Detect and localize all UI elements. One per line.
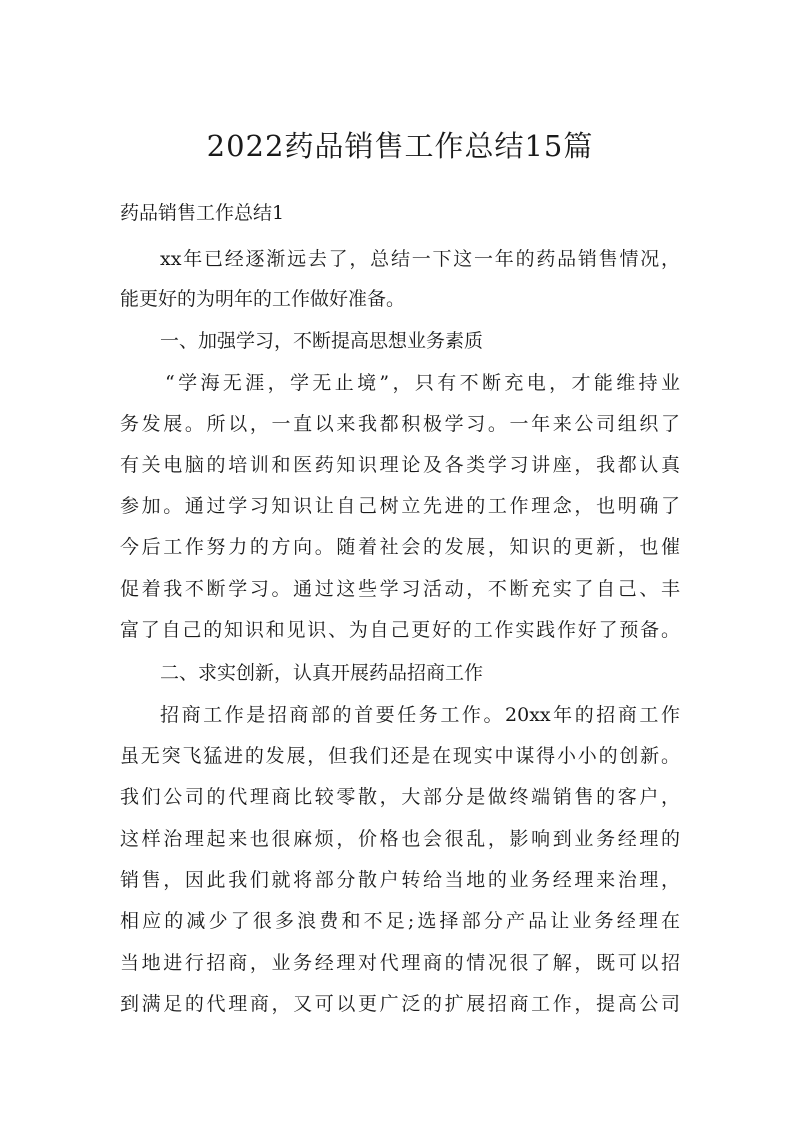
paragraph-line: 当地进行招商，业务经理对代理商的情况很了解，既可以招 (120, 952, 680, 974)
paragraph-line: 参加。通过学习知识让自己树立先进的工作理念，也明确了 (120, 495, 680, 517)
paragraph-line: 相应的减少了很多浪费和不足;选择部分产品让业务经理在 (120, 910, 680, 932)
document-title: 2022药品销售工作总结15篇 (206, 129, 594, 163)
paragraph-line: 虽无突飞猛进的发展，但我们还是在现实中谋得小小的创新。 (120, 745, 680, 767)
paragraph-line: “学海无涯，学无止境”，只有不断充电，才能维持业 (165, 372, 680, 394)
paragraph-line: 能更好的为明年的工作做好准备。 (120, 288, 406, 310)
section-heading: 一、加强学习，不断提高思想业务素质 (160, 330, 484, 352)
paragraph-line: 今后工作努力的方向。随着社会的发展，知识的更新，也催 (120, 536, 680, 558)
section-heading: 药品销售工作总结1 (120, 202, 285, 224)
paragraph-line: 务发展。所以，一直以来我都积极学习。一年来公司组织了 (120, 413, 680, 435)
paragraph-line: 富了自己的知识和见识、为自己更好的工作实践作好了预备。 (120, 619, 680, 641)
paragraph-line: 促着我不断学习。通过这些学习活动，不断充实了自己、丰 (120, 578, 680, 600)
paragraph-line: 这样治理起来也很麻烦，价格也会很乱，影响到业务经理的 (120, 828, 680, 850)
paragraph-line: 有关电脑的培训和医药知识理论及各类学习讲座，我都认真 (120, 454, 680, 476)
paragraph-line: 销售，因此我们就将部分散户转给当地的业务经理来治理， (120, 869, 680, 891)
paragraph-line: 招商工作是招商部的首要任务工作。20xx年的招商工作 (160, 704, 680, 726)
paragraph-line: 到满足的代理商，又可以更广泛的扩展招商工作，提高公司 (120, 993, 680, 1015)
paragraph-line: 我们公司的代理商比较零散，大部分是做终端销售的客户， (120, 786, 680, 808)
section-heading: 二、求实创新，认真开展药品招商工作 (160, 662, 484, 684)
paragraph-line: xx年已经逐渐远去了，总结一下这一年的药品销售情况， (160, 248, 680, 270)
